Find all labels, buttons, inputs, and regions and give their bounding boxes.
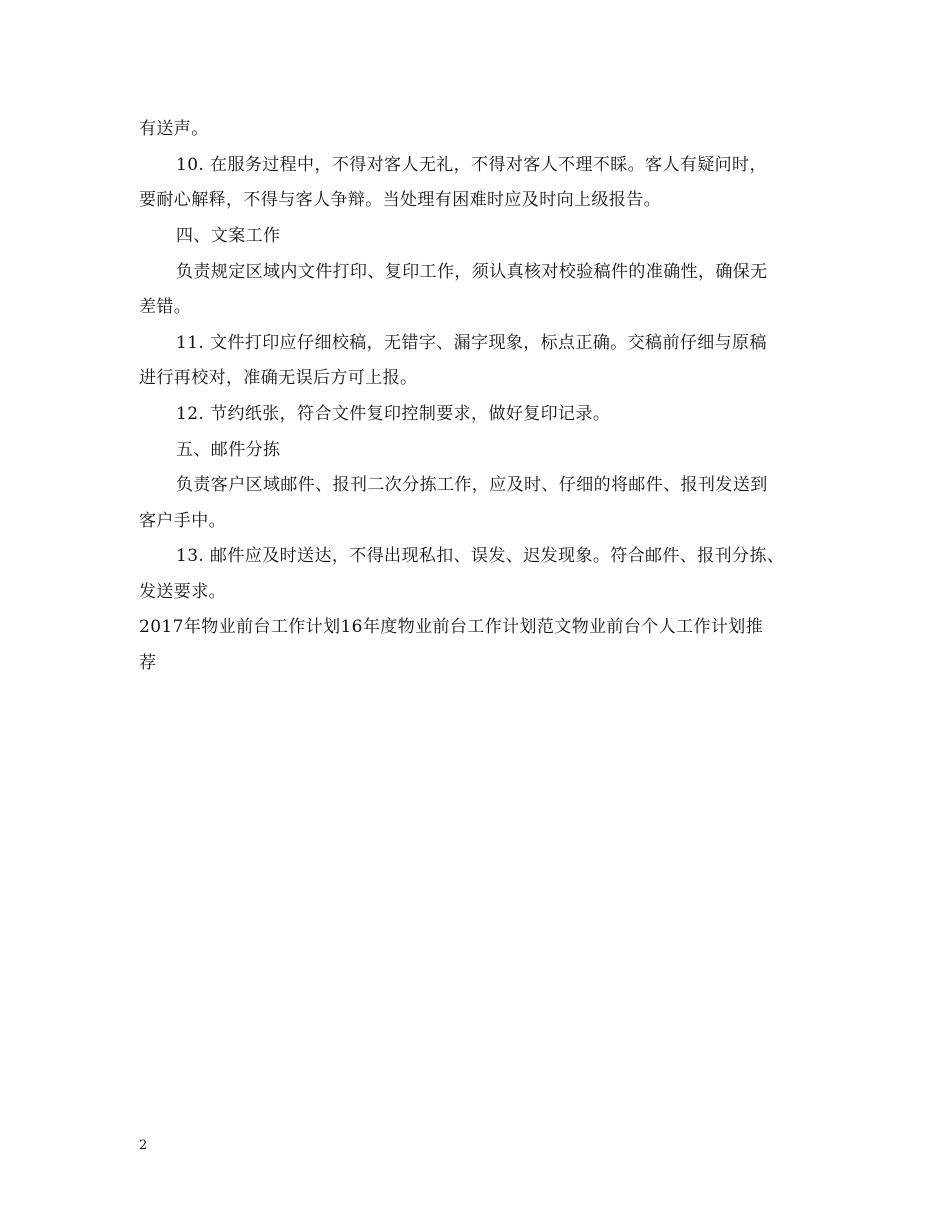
numbered-item-13: 13. 邮件应及时送达，不得出现私扣、误发、迟发现象。符合邮件、报刊分拣、 [176,546,785,566]
paragraph-line: 负责客户区域邮件、报刊二次分拣工作，应及时、仔细的将邮件、报刊发送到 [176,475,768,495]
page-number: 2 [139,1138,148,1153]
section-heading-copywork: 四、文案工作 [176,226,281,246]
text-line: 差错。 [139,297,192,317]
section-heading-mail-sorting: 五、邮件分拣 [176,440,281,460]
text-line: 有送声。 [139,119,209,139]
text-line: 要耐心解释，不得与客人争辩。当处理有困难时应及时向上级报告。 [139,190,661,210]
paragraph-line: 负责规定区域内文件打印、复印工作，须认真核对校验稿件的准确性，确保无 [176,262,768,282]
text-line: 客户手中。 [139,511,226,531]
numbered-item-11: 11. 文件打印应仔细校稿，无错字、漏字现象，标点正确。交稿前仔细与原稿 [176,333,767,353]
text-line: 发送要求。 [139,582,226,602]
numbered-item-10: 10. 在服务过程中，不得对客人无礼，不得对客人不理不睬。客人有疑问时， [176,155,767,175]
related-titles-line: 2017年物业前台工作计划16年度物业前台工作计划范文物业前台个人工作计划推 [139,617,764,637]
text-line: 进行再校对，准确无误后方可上报。 [139,368,418,388]
numbered-item-12: 12. 节约纸张，符合文件复印控制要求，做好复印记录。 [176,404,611,424]
text-line: 荐 [139,653,157,673]
